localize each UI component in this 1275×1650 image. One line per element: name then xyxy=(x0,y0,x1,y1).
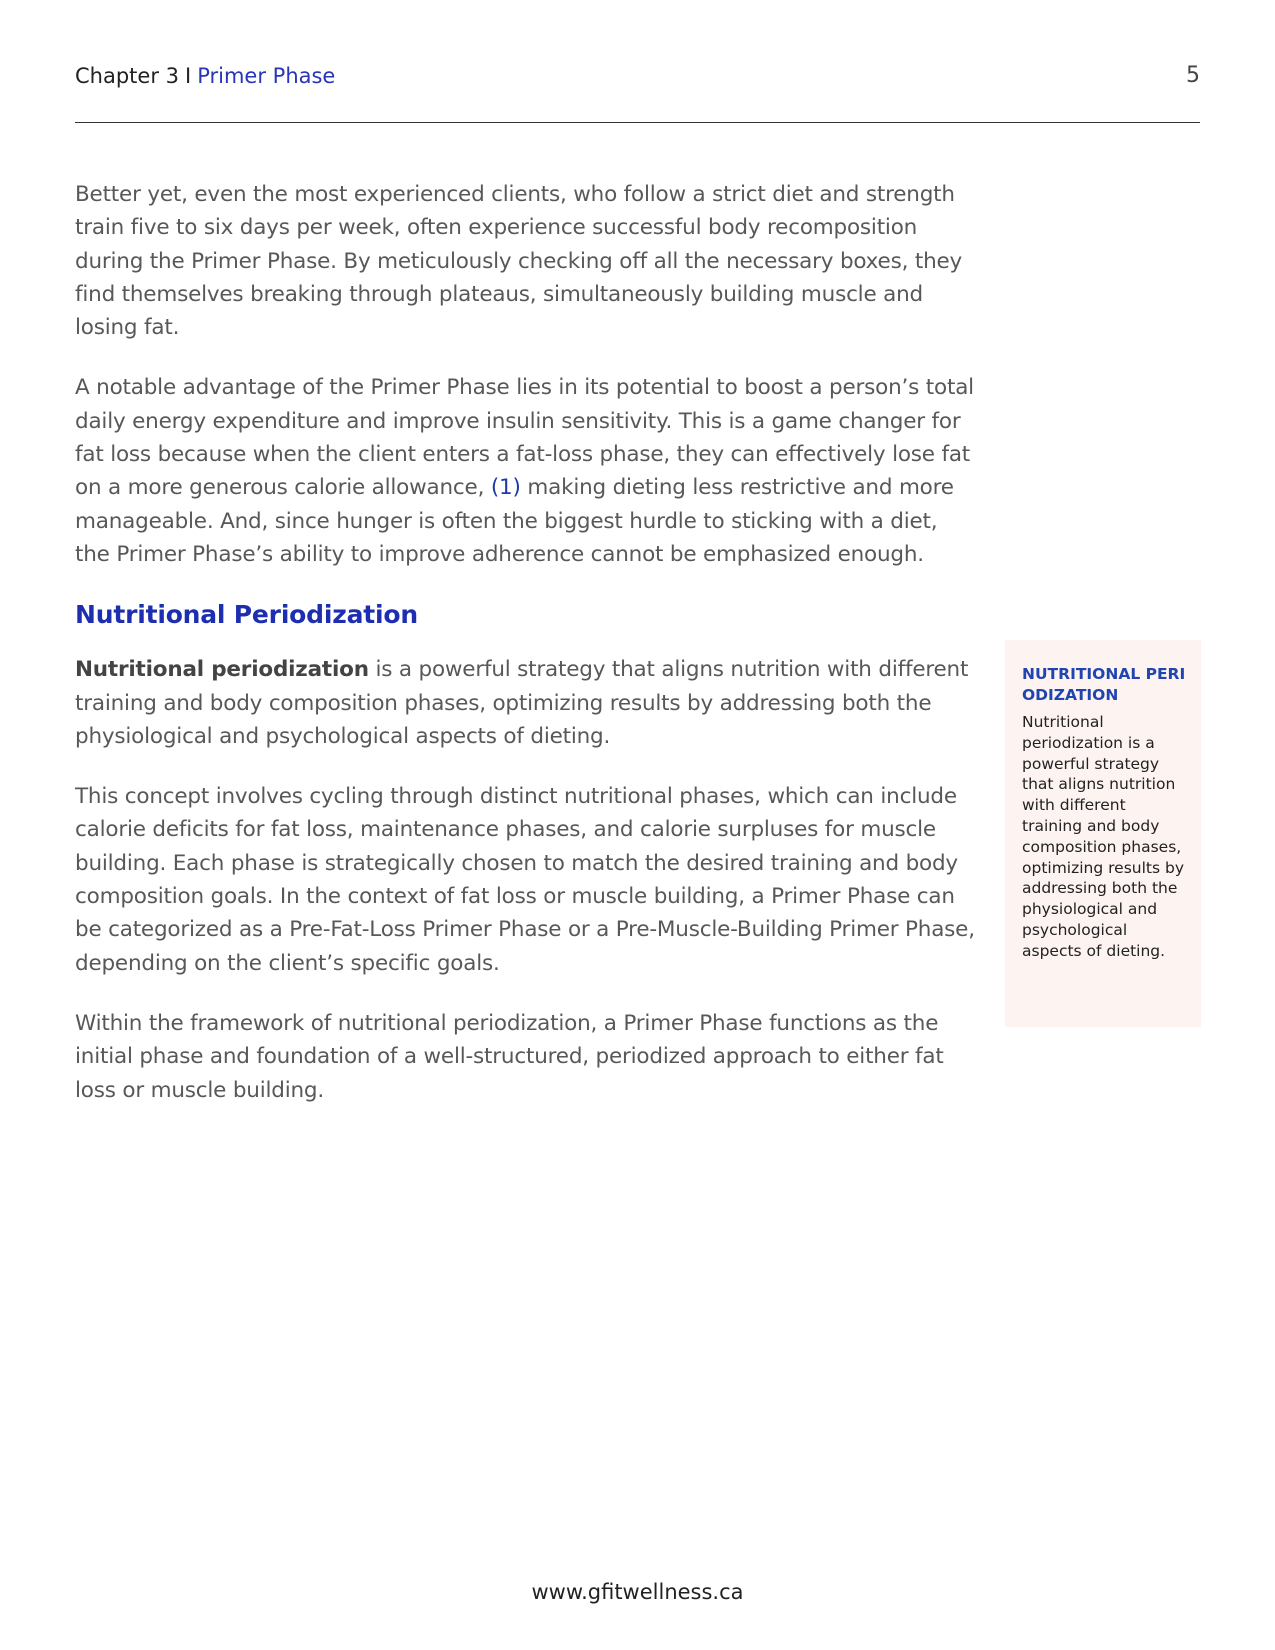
definition-sidebar xyxy=(1005,640,1201,1027)
sidebar-title: NUTRITIONAL PERIODIZATION xyxy=(1022,665,1186,704)
chapter-label: Chapter 3 xyxy=(75,64,179,88)
term-bold: Nutritional periodization xyxy=(75,657,369,683)
page-number: 5 xyxy=(1186,63,1200,88)
footer-url[interactable]: www.gfitwellness.ca xyxy=(531,1580,744,1604)
paragraph-primer-advantage xyxy=(75,371,975,571)
definition-text: is a powerful strategy that aligns nutrition with different training and body composition phases, optimizing results by addressing both the physiological and psychological aspects of dieting. xyxy=(75,657,969,749)
paragraph-body-recomposition: Better yet, even the most experienced clients, who follow a strict diet and strength train five to six days per week, often experience successful body recomposition during the Primer Phase. By meticulously checking off all the necessary boxes, they find themselves breaking through plateaus, simultaneously building muscle and losing fat. xyxy=(75,182,963,341)
section-heading: Nutritional Periodization xyxy=(75,600,418,630)
citation-link[interactable]: (1) xyxy=(490,475,521,501)
paragraph-text-after-citation: making dieting less restrictive and more manageable. And, since hunger is often the biggest hurdle to sticking with a diet, the Primer Phase’s ability to improve adherence cannot be emphasized enough. xyxy=(75,475,954,567)
main-content xyxy=(75,178,975,1134)
paragraph-text-before-citation: A notable advantage of the Primer Phase lies in its potential to boost a person’s total daily energy expenditure and improve insulin sensitivity. This is a game changer for fat loss because when the client enters a fat-loss phase, they can effectively lose fat on a more generous calorie allowance, xyxy=(75,375,974,501)
section-title: Primer Phase xyxy=(197,64,336,88)
paragraph-framework: Within the framework of nutritional periodization, a Primer Phase functions as the initial phase and foundation of a well-structured, periodized approach to either fat loss or muscle building. xyxy=(75,1010,944,1103)
paragraph-periodization-definition xyxy=(75,653,975,753)
paragraph-cycling-phases: This concept involves cycling through distinct nutritional phases, which can include calorie deficits for fat loss, maintenance phases, and calorie surpluses for muscle building. Each phase is strategically chosen to match the desired training and body composition goals. In the context of fat loss or muscle building, a Primer Phase can be categorized as a Pre-Fat-Loss Primer Phase or a Pre-Muscle-Building Primer Phase, depending on the client’s specific goals. xyxy=(75,784,975,976)
header-separator: I xyxy=(185,64,192,88)
page-header xyxy=(75,60,1200,92)
header-divider xyxy=(75,122,1200,123)
sidebar-body: Nutritional periodization is a powerful strategy that aligns nutrition with different training and body composition phases, optimizing results by addressing both the physiological and psychological aspects of dieting. xyxy=(1022,713,1185,960)
